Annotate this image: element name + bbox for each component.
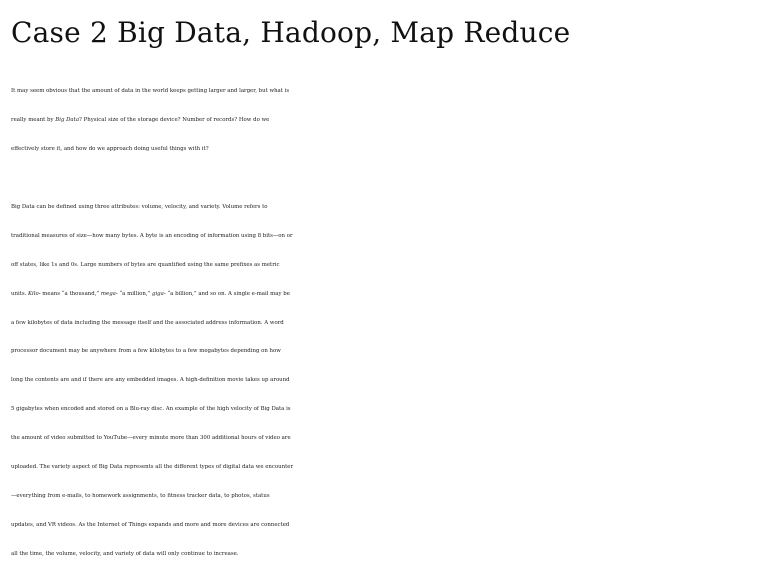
text-run: “a million,” <box>117 290 152 297</box>
italic-term: Kilo- <box>28 290 41 297</box>
text-line: a few kilobytes of data including the message itself and the associated address information. A word <box>11 319 284 326</box>
text-run: “a billion,” and so on. A single e-mail may be <box>165 290 290 297</box>
text-line: long the contents are and if there are any embedded images. A high-definition movie takes up around <box>11 377 290 384</box>
text-line: off states, like 1s and 0s. Large numbers of bytes are quantified using the same prefixes as metric <box>11 261 280 268</box>
text-line: processor document may be anywhere from a few kilobytes to a few megabytes depending on how <box>11 348 281 355</box>
italic-term: mega- <box>100 290 118 297</box>
text-line <box>11 280 756 309</box>
text-line: 5 gigabytes when encoded and stored on a Blu-ray disc. An example of the high velocity of Big Data is <box>11 406 291 413</box>
italic-term: Big Data <box>55 116 80 123</box>
text-line: all the time, the volume, velocity, and variety of data will only continue to increase. <box>11 550 239 557</box>
text-line: uploaded. The variety aspect of Big Data represents all the different types of digital data we encounter <box>11 464 294 471</box>
document-page <box>11 0 756 557</box>
text-line: effectively store it, and how do we approach doing useful things with it? <box>11 145 209 152</box>
paragraph-attributes <box>11 193 756 569</box>
text-run: means “a thousand,” <box>40 290 101 297</box>
text-line: —everything from e-mails, to homework assignments, to fitness tracker data, to photos, status <box>11 492 270 499</box>
document-title: Case 2 Big Data, Hadoop, Map Reduce <box>11 16 571 49</box>
text-line: updates, and VR videos. As the Internet of Things expands and more and more devices are connected <box>11 521 290 528</box>
italic-term: giga- <box>152 290 166 297</box>
text-line: the amount of video submitted to YouTube—every minute more than 300 additional hours of video are <box>11 435 291 442</box>
text-line <box>11 106 756 135</box>
text-run: really meant by <box>11 116 56 123</box>
text-line: It may seem obvious that the amount of data in the world keeps getting larger and larger, but what is <box>11 88 290 94</box>
text-run: units. <box>11 290 29 297</box>
text-run: ? Physical size of the storage device? Number of records? How do we <box>79 116 270 123</box>
text-line: Big Data can be defined using three attributes: volume, velocity, and variety. Volume refers to <box>11 204 268 210</box>
paragraph-intro <box>11 77 756 164</box>
text-line: traditional measures of size—how many bytes. A byte is an encoding of information using 8 bits—on or <box>11 232 293 239</box>
